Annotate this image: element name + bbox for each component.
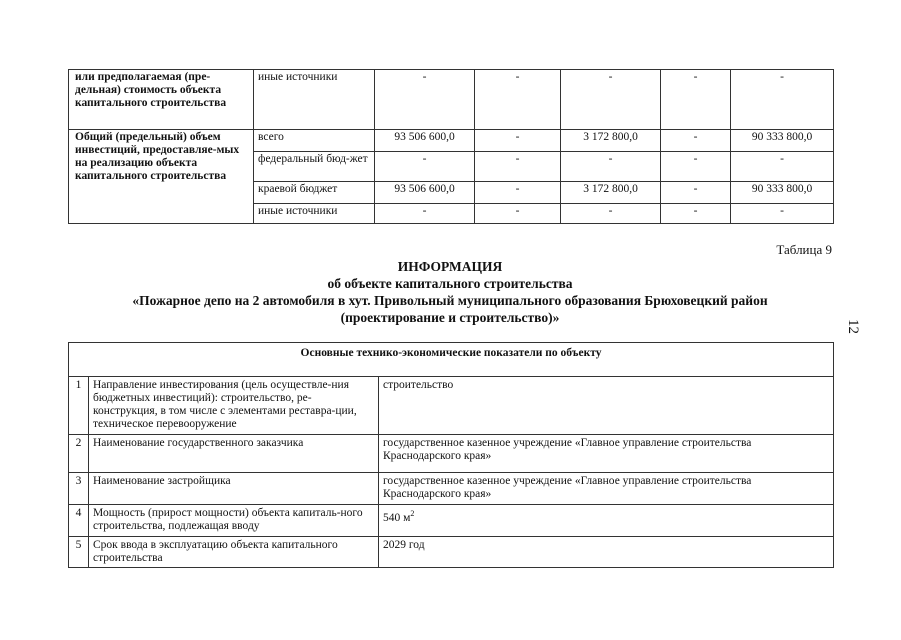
value-cell: - <box>561 204 661 224</box>
indicator-name: Срок ввода в эксплуатацию объекта капитального строительства <box>89 537 379 568</box>
source-cell: иные источники <box>254 70 375 130</box>
value-cell: - <box>661 70 731 130</box>
capacity-unit-exponent: 2 <box>410 509 415 518</box>
row-number: 1 <box>69 377 89 435</box>
value-cell: - <box>661 204 731 224</box>
row-number: 4 <box>69 505 89 537</box>
indicator-name: Направление инвестирования (цель осуществле-ния бюджетных инвестиций): строительство, ре-конструкция, в том числе с элементами реставра-ции, техническое перевооружение <box>89 377 379 435</box>
value-cell: - <box>375 152 475 182</box>
value-cell: - <box>475 204 561 224</box>
value-cell: - <box>661 152 731 182</box>
value-cell: - <box>475 182 561 204</box>
indicator-name: Наименование государственного заказчика <box>89 435 379 473</box>
indicator-value: государственное казенное учреждение «Главное управление строительства Краснодарского края» <box>379 435 834 473</box>
indicators-table <box>68 342 834 568</box>
object-name-line: «Пожарное депо на 2 автомобиля в хут. Привольный муниципального образования Брюховецкий район <box>132 293 768 308</box>
table-row <box>69 473 834 505</box>
investment-table <box>68 69 834 224</box>
value-cell: - <box>661 130 731 152</box>
document-subtitle: об объекте капитального строительства <box>327 276 573 291</box>
table-row <box>69 130 834 152</box>
source-cell: федеральный бюд-жет <box>254 152 375 182</box>
value-cell: 93 506 600,0 <box>375 182 475 204</box>
table-number-label: Таблица 9 <box>776 242 832 257</box>
value-cell: - <box>475 152 561 182</box>
value-cell: 90 333 800,0 <box>731 182 834 204</box>
value-cell: - <box>661 182 731 204</box>
row-number: 3 <box>69 473 89 505</box>
value-cell: 3 172 800,0 <box>561 182 661 204</box>
value-cell: - <box>475 130 561 152</box>
value-cell: - <box>731 204 834 224</box>
source-cell: краевой бюджет <box>254 182 375 204</box>
value-cell: 90 333 800,0 <box>731 130 834 152</box>
source-cell: иные источники <box>254 204 375 224</box>
row-label: или предполагаемая (пре-дельная) стоимость объекта капитального строительства <box>69 70 254 130</box>
value-cell: - <box>375 204 475 224</box>
source-cell: всего <box>254 130 375 152</box>
table-header: Основные технико-экономические показатели по объекту <box>69 343 834 377</box>
capacity-value: 540 м <box>383 511 411 524</box>
table-row <box>69 435 834 473</box>
table-row <box>69 70 834 130</box>
indicator-value <box>379 505 834 537</box>
indicator-value: 2029 год <box>379 537 834 568</box>
document-title: ИНФОРМАЦИЯ <box>397 259 503 274</box>
row-number: 5 <box>69 537 89 568</box>
row-label: Общий (предельный) объем инвестиций, предоставляе-мых на реализацию объекта капитального строительства <box>69 130 254 224</box>
page-number: 12 <box>845 319 861 334</box>
indicator-name: Мощность (прирост мощности) объекта капиталь-ного строительства, подлежащая вводу <box>89 505 379 537</box>
value-cell: - <box>475 70 561 130</box>
table-header-row <box>69 343 834 377</box>
row-number: 2 <box>69 435 89 473</box>
value-cell: 93 506 600,0 <box>375 130 475 152</box>
value-cell: - <box>561 152 661 182</box>
indicator-name: Наименование застройщика <box>89 473 379 505</box>
value-cell: 3 172 800,0 <box>561 130 661 152</box>
value-cell: - <box>731 152 834 182</box>
value-cell: - <box>561 70 661 130</box>
indicator-value: государственное казенное учреждение «Главное управление строительства Краснодарского края» <box>379 473 834 505</box>
value-cell: - <box>731 70 834 130</box>
value-cell: - <box>375 70 475 130</box>
table-row <box>69 377 834 435</box>
object-name-line: (проектирование и строительство)» <box>340 310 560 325</box>
table-row <box>69 537 834 568</box>
table-row <box>69 505 834 537</box>
indicator-value: строительство <box>379 377 834 435</box>
